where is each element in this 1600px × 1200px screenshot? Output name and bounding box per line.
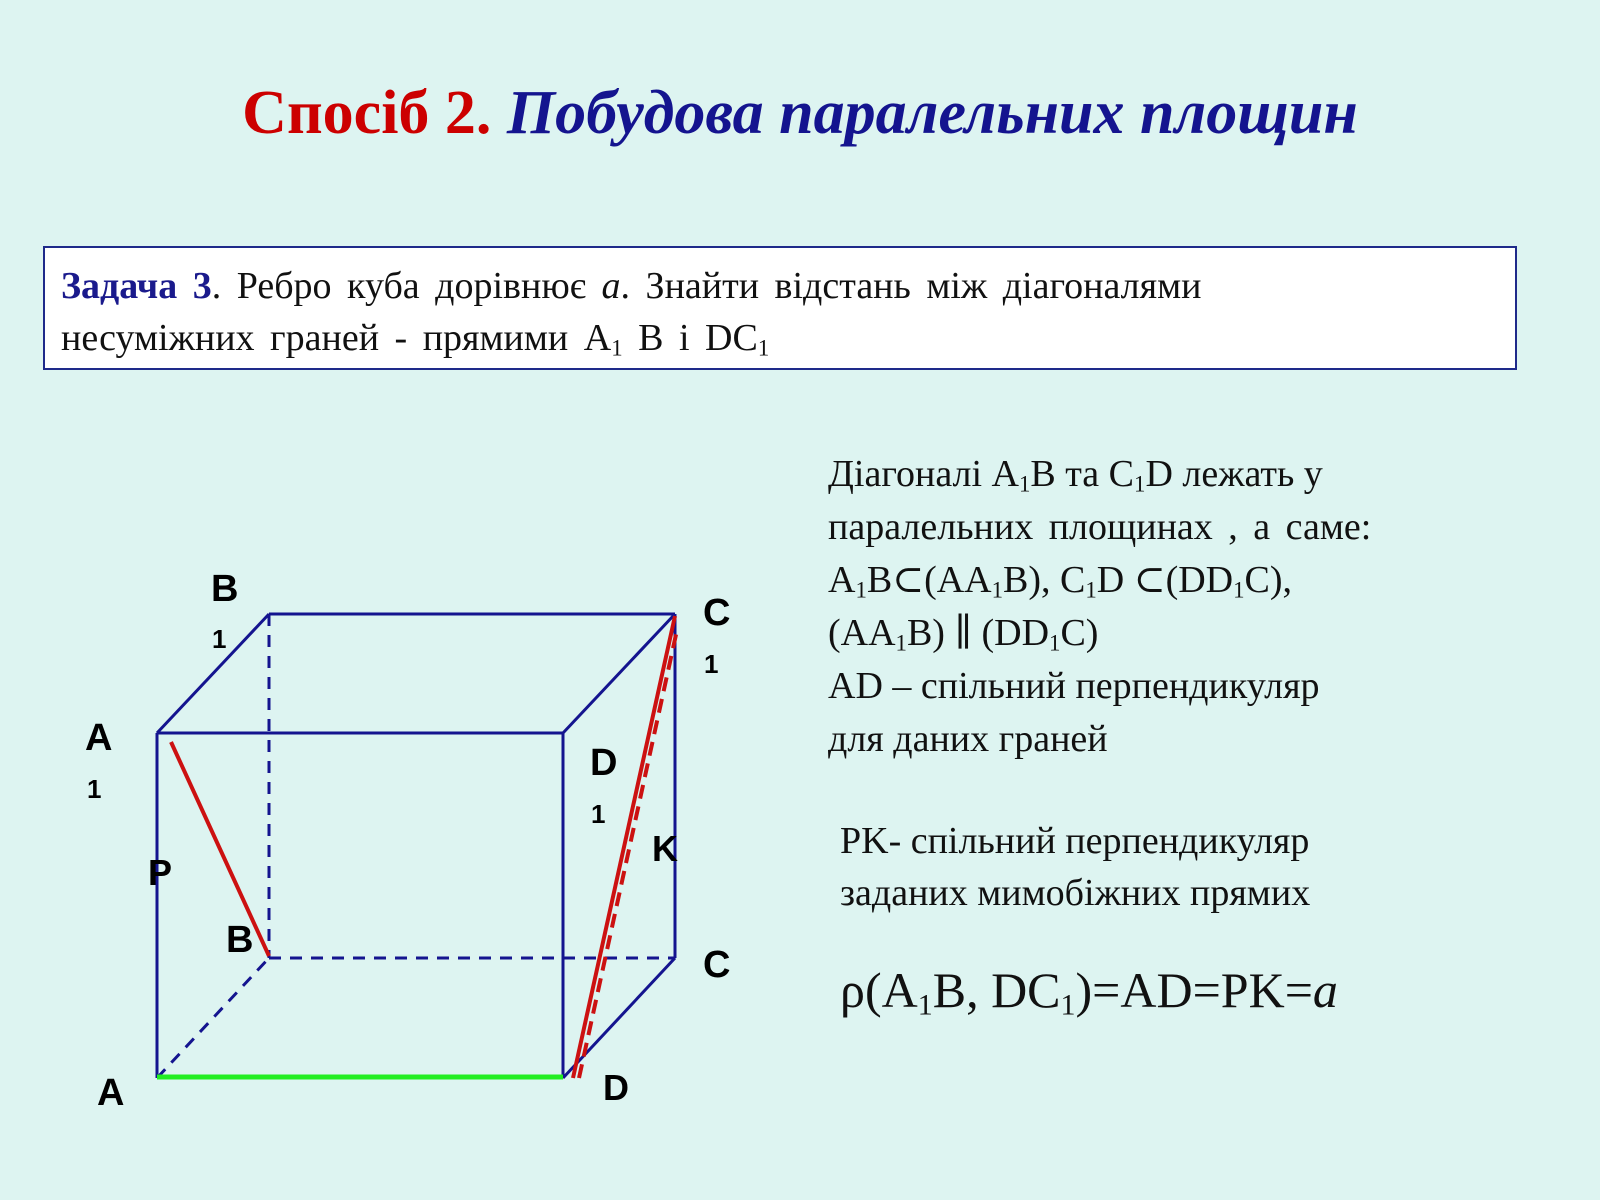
text: B), C [1003,559,1086,601]
text: C) [1060,612,1099,654]
task-text: . Знайти відстань між діагоналями [620,265,1202,307]
title-method: Спосіб 2. [242,79,492,147]
explanation-line-6: для даних граней [828,718,1108,760]
subscript: 1 [895,630,907,656]
label-a1: A [85,717,113,759]
label-k: K [652,828,678,869]
task-text: B і DC [622,317,758,359]
text: B [866,559,893,601]
text: C), [1244,559,1293,601]
task-edge-var: a [601,265,621,307]
text: (AA [828,612,896,654]
subscript: 1 [1134,471,1146,497]
text: D [1096,559,1134,601]
text: D лежать у [1145,453,1323,495]
label-b1: B [211,568,239,610]
explanation-line-1 [828,448,1528,501]
edge-a-b-hidden [157,958,269,1078]
task-text: . Ребро куба дорівнює [211,265,602,307]
subscript: 1 [1085,577,1097,603]
label-c1-sub: 1 [704,649,719,679]
label-d1-sub: 1 [591,799,606,829]
subscript: 1 [855,577,867,603]
explanation-line-4 [828,607,1528,660]
edge-d-c [563,958,675,1078]
explanation-line-2: паралельних площинах , а саме: [828,506,1372,548]
pk-block [840,815,1540,919]
text: Діагоналі A [828,453,1019,495]
formula-var: a [1312,962,1338,1018]
task-subscript: 1 [611,335,623,361]
label-b1-sub: 1 [212,624,227,654]
subscript: 1 [917,988,933,1022]
text: A [828,559,856,601]
label-c: C [703,944,731,986]
label-c1: C [703,592,731,634]
text: B, DC [932,962,1061,1018]
label-a: A [97,1072,125,1114]
title-topic: Побудова паралельних площин [506,79,1358,147]
label-a1-sub: 1 [87,774,102,804]
label-d: D [603,1067,629,1108]
text: (DD [1165,559,1234,601]
pk-line-2: заданих мимобіжних прямих [840,872,1311,914]
distance-formula [840,960,1540,1020]
label-d1: D [590,742,618,784]
explanation-line-3 [828,554,1528,607]
label-b: B [226,919,254,961]
subset-symbol: ⊂ [892,559,925,601]
task-subscript: 1 [757,335,770,361]
subscript: 1 [1049,630,1061,656]
subscript: 1 [1060,988,1076,1022]
diagonal-a1b [171,742,269,956]
explanation-block [828,448,1528,766]
task-text: несуміжних граней - прямими A [61,317,612,359]
task-label: Задача 3 [61,265,212,307]
explanation-line-5: AD – спільний перпендикуляр [828,665,1320,707]
subscript: 1 [1233,577,1245,603]
text: (AA [924,559,992,601]
pk-line-1: PK- спільний перпендикуляр [840,820,1310,862]
text: B та C [1030,453,1135,495]
text: ρ(A [840,962,918,1018]
label-p: P [148,852,173,893]
text: )=AD=PK= [1075,962,1313,1018]
subscript: 1 [991,577,1004,603]
edge-d1-c1 [563,614,675,733]
text: B) ∥ (DD [906,612,1050,654]
subscript: 1 [1018,471,1031,497]
subset-symbol: ⊂ [1133,559,1166,601]
